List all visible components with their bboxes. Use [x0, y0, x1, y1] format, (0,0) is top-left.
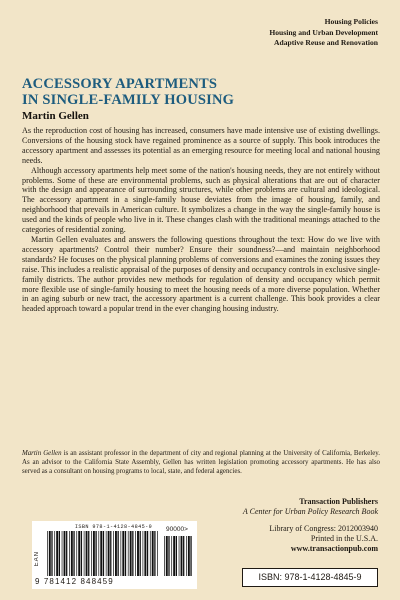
barcode-bar [176, 536, 177, 576]
barcode-bar [88, 531, 89, 576]
barcode-bar [95, 531, 96, 576]
barcode-bar [183, 536, 184, 576]
barcode-bar [135, 531, 136, 576]
barcode-bar [47, 531, 48, 576]
barcode-bar [181, 536, 183, 576]
barcode-bar [100, 531, 102, 576]
bio-author-name: Martin Gellen [22, 450, 62, 457]
publisher-subtitle: A Center for Urban Policy Research Book [242, 507, 378, 516]
barcode-bar [76, 531, 77, 576]
barcode-bar [54, 531, 55, 576]
barcode-bar [108, 531, 110, 576]
barcode-bar [171, 536, 172, 576]
description-paragraph-2: Although accessory apartments help meet some of the nation's housing needs, they are not entirely without problems. Some of these are environmental problems, such as physical alterations that are out of character with the design and appearance of surrounding structures, while other problems are cultural and ideological. The accessory apartment in a single-family house deviates from the image of housing, family, and neighborhood that prevails in American culture. It symbolizes a change in the way the single-family house is used and the kinds of people who live in it. These changes clash with the traditional meanings attached to the categories of residential zoning. [22, 165, 380, 235]
barcode-bar [186, 536, 187, 576]
barcode-bar [168, 536, 169, 576]
barcode-bar [122, 531, 124, 576]
barcode-bar [121, 531, 122, 576]
barcode [32, 521, 197, 589]
series-adaptive-reuse: Adaptive Reuse and Renovation [273, 38, 378, 47]
addon-barcode-bars [164, 536, 192, 576]
barcode-bar [59, 531, 60, 576]
barcode-bar [150, 531, 151, 576]
barcode-bar [173, 536, 175, 576]
barcode-bar [144, 531, 146, 576]
barcode-bar [164, 536, 165, 576]
barcode-bar [49, 531, 51, 576]
barcode-bar [143, 531, 144, 576]
barcode-bar [69, 531, 70, 576]
barcode-bar [128, 531, 129, 576]
barcode-bar [137, 531, 139, 576]
barcode-bar [78, 531, 80, 576]
barcode-bar [64, 531, 66, 576]
description-paragraph-1: As the reproduction cost of housing has increased, consumers have made intensive use of existing dwellings. Conversions of the housing stock have regained prominence as a source of supply. This book introduces the accessory apartment and assesses its potential as an emerging resource for meeting local and national housing needs. [22, 126, 380, 165]
publisher-url: www.transactionpub.com [290, 544, 378, 553]
barcode-bar [179, 536, 180, 576]
barcode-bar [132, 531, 133, 576]
author-bio [22, 450, 380, 477]
barcode-bar [51, 531, 52, 576]
barcode-isbn-text: ISBN 978-1-4128-4845-9 [74, 524, 153, 530]
ean-label: EAN [34, 551, 40, 567]
barcode-bar [152, 531, 154, 576]
series-housing-urban-development: Housing and Urban Development [269, 27, 378, 37]
barcode-bar [91, 531, 92, 576]
barcode-bar [71, 531, 73, 576]
barcode-bar [140, 531, 141, 576]
author-name: Martin Gellen [22, 110, 89, 122]
book-title [22, 76, 382, 108]
publisher-info [198, 497, 378, 554]
barcode-addon: 90000> [166, 526, 188, 533]
barcode-bar [125, 531, 126, 576]
series-list [269, 17, 378, 49]
bio-text: is an assistant professor in the department of city and regional planning at the University of California, Berkeley. As an advisor to the California State Assembly, Gellen has written legislation promoting accessory apartments. He has also served as a consultant on housing programs to local, state, and federal agencies. [22, 450, 381, 475]
isbn-box: ISBN: 978-1-4128-4845-9 [242, 568, 378, 587]
library-of-congress: Library of Congress: 2012003940 [269, 524, 378, 533]
barcode-bar [118, 531, 119, 576]
barcode-bar [66, 531, 67, 576]
publisher-name: Transaction Publishers [299, 497, 378, 506]
barcode-bar [93, 531, 95, 576]
barcode-bar [130, 531, 132, 576]
barcode-bar [113, 531, 114, 576]
series-housing-policies: Housing Policies [324, 17, 378, 26]
book-description [22, 126, 380, 314]
barcode-digits: 9 781412 848459 [35, 577, 114, 586]
barcode-bar [98, 531, 99, 576]
barcode-bars [47, 531, 159, 576]
barcode-bar [110, 531, 111, 576]
barcode-bar [62, 531, 63, 576]
barcode-bar [157, 531, 158, 576]
title-line-1: ACCESSORY APARTMENTS [22, 76, 218, 92]
barcode-bar [73, 531, 74, 576]
barcode-bar [147, 531, 148, 576]
barcode-bar [115, 531, 117, 576]
barcode-bar [106, 531, 107, 576]
barcode-bar [190, 536, 191, 576]
description-paragraph-3: Martin Gellen evaluates and answers the following questions throughout the text: How do we live with accessory apartments? Control their number? Ensure their soundness?—and maintain neighborhood standards? He focuses on the physical planning problems of conversions and examines the zoning issues they raise. This includes a realistic appraisal of the purposes of density and occupancy controls in exclusive single-family districts. The author provides new methods for regulation of density and occupancy which permit more flexible use of single-family housing to meet the housing needs of a more diverse population. Whether in an aging suburb or new tract, the accessory apartment is a current challenge. This book provides a clear headed approach toward a popular trend in the ever changing housing industry. [22, 234, 380, 314]
printed-in: Printed in the U.S.A. [310, 534, 378, 543]
barcode-bar [103, 531, 104, 576]
barcode-bar [84, 531, 85, 576]
barcode-bar [56, 531, 58, 576]
barcode-bar [81, 531, 82, 576]
barcode-bar [166, 536, 168, 576]
barcode-bar [188, 536, 190, 576]
barcode-bar [154, 531, 155, 576]
title-line-2: IN SINGLE-FAMILY HOUSING [22, 92, 235, 108]
barcode-bar [86, 531, 88, 576]
